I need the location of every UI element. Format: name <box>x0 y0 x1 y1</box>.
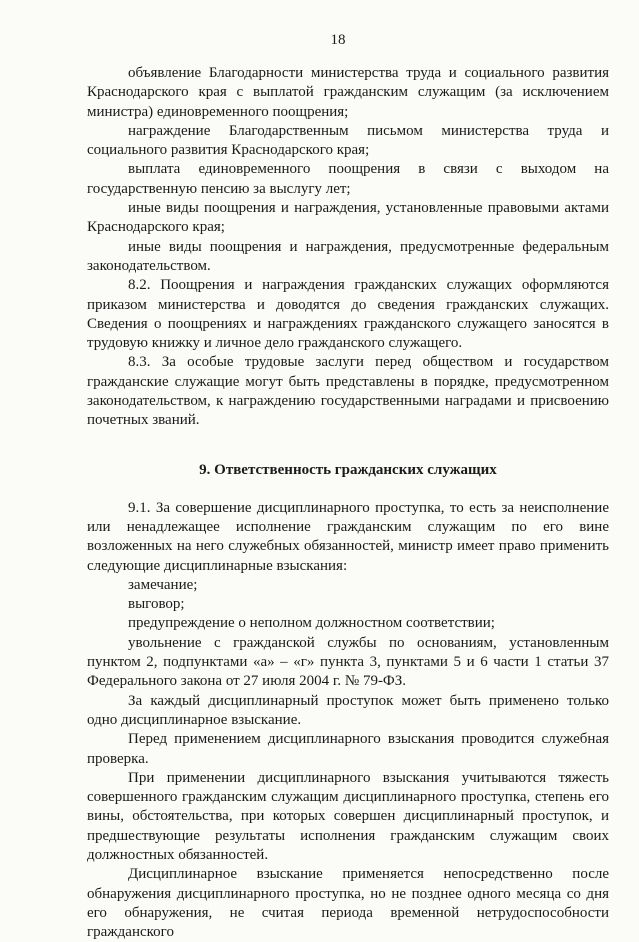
list-item: иные виды поощрения и награждения, предусмотренные федеральным законодательством. <box>87 238 609 274</box>
paragraph-timing: Дисциплинарное взыскание применяется непосредственно после обнаружения дисциплинарного проступка, но не позднее одного месяца со дня его обнаружения, не считая периода временной нетрудоспособности гражданского <box>87 866 609 941</box>
paragraph-8-3: 8.3. За особые трудовые заслуги перед обществом и государством гражданские служащие могут быть представлены в порядке, предусмотренном законодательством, к награждению государственными наградами и присвоению почетных званий. <box>87 354 609 429</box>
paragraph-severity: При применении дисциплинарного взыскания учитываются тяжесть совершенного гражданским служащим дисциплинарного проступка, степень его вины, обстоятельства, при которых совершен дисциплинарный проступок, и предшествующие результаты исполнения гражданским служащим своих должностных обязанностей. <box>87 769 609 863</box>
penalty-item: предупреждение о неполном должностном соответствии; <box>128 615 495 632</box>
list-item: иные виды поощрения и награждения, установленные правовыми актами Краснодарского края; <box>87 200 609 236</box>
page-number: 18 <box>330 32 346 48</box>
penalty-item: замечание; <box>128 576 198 593</box>
paragraph-9-1: 9.1. За совершение дисциплинарного проступка, то есть за неисполнение или ненадлежащее исполнение гражданским служащим по его вине возложенных на него служебных обязанностей, министр имеет право применить следующие дисциплинарные взыскания: <box>87 499 609 574</box>
list-item: награждение Благодарственным письмом министерства труда и социального развития Краснодарского края; <box>87 122 609 159</box>
penalty-item: выговор; <box>128 596 185 613</box>
paragraph-check: Перед применением дисциплинарного взыскания проводится служебная проверка. <box>87 731 609 767</box>
list-item: объявление Благодарности министерства труда и социального развития Краснодарского края с выплатой гражданским служащим (за исключением министра) единовременного поощрения; <box>87 65 609 120</box>
paragraph-one-penalty: За каждый дисциплинарный проступок может быть применено только одно дисциплинарное взыскание. <box>87 692 609 728</box>
paragraph-dismissal: увольнение с гражданской службы по основаниям, установленным пунктом 2, подпунктами «а» – «г» пункта 3, пунктами 5 и 6 части 1 статьи 37 Федерального закона от 27 июля 2004 г. № 79-ФЗ. <box>87 634 609 690</box>
paragraph-8-2: 8.2. Поощрения и награждения гражданских служащих оформляются приказом министерства и доводятся до сведения гражданских служащих. Сведения о поощрениях и награждениях гражданского служащего заносятся в трудовую книжку и личное дело гражданского служащего. <box>87 277 609 352</box>
list-item: выплата единовременного поощрения в связи с выходом на государственную пенсию за выслугу лет; <box>87 161 609 197</box>
section-heading: 9. Ответственность гражданских служащих <box>199 461 497 478</box>
